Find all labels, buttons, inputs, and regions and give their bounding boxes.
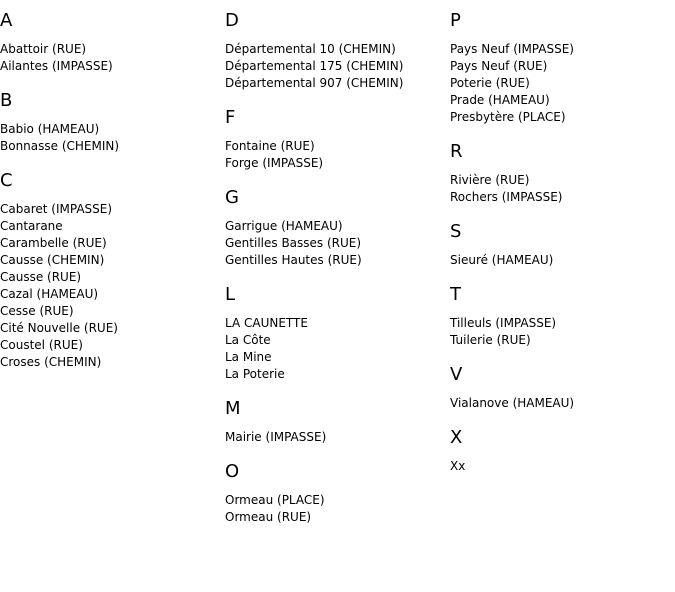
street-list <box>450 386 675 417</box>
letter-heading: V <box>450 364 463 385</box>
street-entry: Ailantes (IMPASSE) <box>0 59 113 73</box>
street-entry: Croses (CHEMIN) <box>0 355 102 369</box>
street-entry: Ormeau (PLACE) <box>225 493 325 507</box>
street-entry: Gentilles Basses (RUE) <box>225 236 362 250</box>
street-list <box>0 192 225 376</box>
street-entry: Forge (IMPASSE) <box>225 156 324 170</box>
letter-heading: M <box>225 398 241 419</box>
street-list <box>225 420 450 451</box>
letter-group-b <box>0 80 225 160</box>
letter-group-t <box>450 274 675 354</box>
letter-heading: C <box>0 170 13 191</box>
street-entry: Causse (CHEMIN) <box>0 253 105 267</box>
letter-group-f <box>225 97 450 177</box>
street-entry: Départemental 10 (CHEMIN) <box>225 42 396 56</box>
street-entry: Départemental 907 (CHEMIN) <box>225 76 404 90</box>
street-list <box>225 209 450 274</box>
letter-group-v <box>450 354 675 417</box>
street-entry: Garrigue (HAMEAU) <box>225 219 343 233</box>
street-list <box>225 483 450 531</box>
street-list <box>450 449 675 480</box>
street-entry: Tilleuls (IMPASSE) <box>450 316 557 330</box>
letter-group-m <box>225 388 450 451</box>
street-entry: Fontaine (RUE) <box>225 139 315 153</box>
street-entry: Xx <box>450 459 466 473</box>
street-index-column-3 <box>450 0 675 480</box>
letter-heading: S <box>450 221 462 242</box>
street-list <box>0 32 225 80</box>
street-list <box>450 32 675 131</box>
street-entry: Presbytère (PLACE) <box>450 110 566 124</box>
letter-group-a <box>0 0 225 80</box>
letter-heading: A <box>0 10 13 31</box>
street-entry: La Poterie <box>225 367 285 381</box>
street-entry: Abattoir (RUE) <box>0 42 87 56</box>
street-entry: La Mine <box>225 350 272 364</box>
letter-heading: O <box>225 461 240 482</box>
street-list <box>0 112 225 160</box>
street-entry: Bonnasse (CHEMIN) <box>0 139 120 153</box>
street-entry: Rochers (IMPASSE) <box>450 190 563 204</box>
street-entry: Carambelle (RUE) <box>0 236 107 250</box>
street-entry: Sieuré (HAMEAU) <box>450 253 554 267</box>
letter-heading: B <box>0 90 13 111</box>
letter-heading: L <box>225 284 236 305</box>
letter-heading: R <box>450 141 463 162</box>
letter-heading: F <box>225 107 236 128</box>
street-entry: Vialanove (HAMEAU) <box>450 396 575 410</box>
street-entry: Cantarane <box>0 219 63 233</box>
letter-heading: T <box>450 284 461 305</box>
letter-group-c <box>0 160 225 376</box>
street-entry: Poterie (RUE) <box>450 76 530 90</box>
letter-group-g <box>225 177 450 274</box>
street-entry: Cabaret (IMPASSE) <box>0 202 113 216</box>
street-entry: Mairie (IMPASSE) <box>225 430 327 444</box>
letter-heading: P <box>450 10 461 31</box>
street-entry: Ormeau (RUE) <box>225 510 312 524</box>
street-list <box>450 243 675 274</box>
letter-group-d <box>225 0 450 97</box>
letter-group-p <box>450 0 675 131</box>
street-list <box>225 32 450 97</box>
street-entry: Cité Nouvelle (RUE) <box>0 321 118 335</box>
street-index-column-1 <box>0 0 225 376</box>
street-index-column-2 <box>225 0 450 531</box>
street-entry: Gentilles Hautes (RUE) <box>225 253 362 267</box>
letter-heading: X <box>450 427 463 448</box>
letter-group-l <box>225 274 450 388</box>
street-entry: Tuilerie (RUE) <box>450 333 531 347</box>
street-entry: Départemental 175 (CHEMIN) <box>225 59 404 73</box>
street-list <box>450 163 675 211</box>
street-entry: Causse (RUE) <box>0 270 82 284</box>
street-entry: LA CAUNETTE <box>225 316 308 330</box>
street-entry: Cazal (HAMEAU) <box>0 287 99 301</box>
street-list <box>450 306 675 354</box>
letter-heading: D <box>225 10 239 31</box>
street-entry: Cesse (RUE) <box>0 304 74 318</box>
street-entry: Rivière (RUE) <box>450 173 530 187</box>
street-entry: Pays Neuf (RUE) <box>450 59 548 73</box>
street-list <box>225 129 450 177</box>
street-entry: Pays Neuf (IMPASSE) <box>450 42 574 56</box>
street-entry: Coustel (RUE) <box>0 338 83 352</box>
street-entry: Prade (HAMEAU) <box>450 93 550 107</box>
street-entry: Babio (HAMEAU) <box>0 122 100 136</box>
letter-heading: G <box>225 187 239 208</box>
street-list <box>225 306 450 388</box>
letter-group-s <box>450 211 675 274</box>
letter-group-x <box>450 417 675 480</box>
letter-group-o <box>225 451 450 531</box>
letter-group-r <box>450 131 675 211</box>
street-entry: La Côte <box>225 333 271 347</box>
